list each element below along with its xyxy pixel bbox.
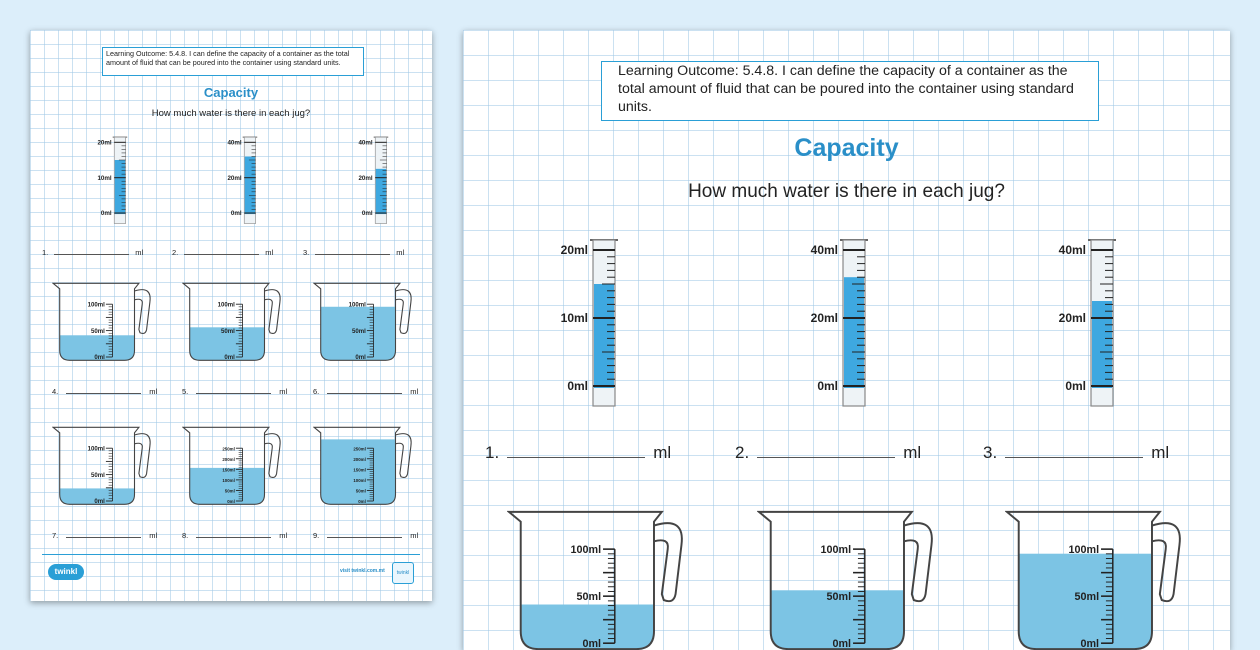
- jug-scale-label: 100ml: [570, 544, 602, 557]
- answer-line[interactable]: [172, 248, 273, 257]
- question-text: How much water is there in each jug?: [151, 108, 311, 119]
- jug-handle: [265, 290, 281, 334]
- measuring-cylinder-1: [82, 134, 144, 228]
- answer-line[interactable]: [42, 248, 143, 257]
- jug-scale-label: 100ml: [1068, 544, 1100, 557]
- cylinder-scale-label: 0ml: [817, 379, 838, 393]
- answer-unit: ml: [135, 248, 144, 257]
- learning-outcome-box-large: [601, 61, 1099, 121]
- measuring-jug-1: [52, 280, 157, 363]
- measuring-cylinder-3: [1029, 234, 1149, 414]
- cylinder-scale-label: 0ml: [361, 210, 373, 218]
- cylinder-scale-label: 40ml: [227, 139, 242, 147]
- footer-url: visit twinkl.com.mt: [340, 568, 385, 574]
- jug-scale-label: 0ml: [358, 499, 366, 505]
- jug-scale-label: 50ml: [224, 488, 235, 494]
- answer-line[interactable]: [52, 387, 157, 396]
- question-text-large: How much water is there in each jug?: [688, 181, 1005, 202]
- answer-number: 1.: [485, 443, 500, 462]
- jug-scale-label: 0ml: [355, 355, 366, 362]
- answer-blank[interactable]: [327, 537, 402, 538]
- answer-number: 3.: [303, 248, 310, 257]
- answer-unit: ml: [149, 387, 158, 396]
- answer-unit: ml: [265, 248, 274, 257]
- answer-unit: ml: [396, 248, 405, 257]
- answer-line[interactable]: [303, 248, 404, 257]
- answer-blank[interactable]: [196, 537, 271, 538]
- jug-scale-label: 50ml: [221, 328, 235, 335]
- measuring-cylinder-2: [212, 134, 274, 228]
- answer-blank[interactable]: [66, 393, 141, 394]
- jug-scale-label: 200ml: [222, 456, 235, 462]
- answer-line[interactable]: [52, 531, 157, 540]
- cylinder-scale-label: 0ml: [230, 210, 242, 218]
- jug-scale-label: 100ml: [348, 302, 366, 309]
- jug-scale-label: 100ml: [353, 478, 366, 484]
- footer-badge: twinkl: [392, 562, 414, 584]
- jug-scale-label: 50ml: [576, 591, 602, 604]
- jug-scale-label: 0ml: [832, 638, 852, 650]
- jug-scale-label: 0ml: [94, 355, 105, 362]
- answer-unit: ml: [279, 531, 288, 540]
- measuring-jug-2: [757, 506, 943, 650]
- jug-scale-label: 250ml: [222, 446, 235, 452]
- measuring-cylinder-2: [781, 234, 901, 414]
- answer-number: 9.: [313, 531, 320, 540]
- answer-unit: ml: [279, 387, 288, 396]
- worksheet-preview: [30, 30, 432, 601]
- jug-handle: [396, 434, 412, 478]
- cylinder-scale-label: 20ml: [227, 174, 242, 182]
- jug-handle: [1152, 523, 1180, 601]
- cylinder-water: [245, 156, 255, 214]
- answer-line[interactable]: [313, 387, 418, 396]
- jug-scale-label: 100ml: [217, 302, 235, 309]
- answer-number: 2.: [172, 248, 179, 257]
- jug-scale-label: 100ml: [87, 446, 105, 453]
- jug-handle: [654, 523, 682, 601]
- jug-scale-label: 50ml: [1074, 591, 1100, 604]
- jug-scale-label: 100ml: [222, 478, 235, 484]
- answer-blank[interactable]: [54, 254, 129, 255]
- measuring-jug-5: [182, 424, 287, 507]
- jug-scale-label: 0ml: [1080, 638, 1100, 650]
- jug-scale-label: 0ml: [224, 355, 235, 362]
- answer-number: 2.: [735, 443, 750, 462]
- measuring-jug-2: [182, 280, 287, 363]
- jug-scale-label: 100ml: [87, 302, 105, 309]
- jug-scale-label: 50ml: [91, 472, 105, 479]
- cylinder-water: [1092, 301, 1112, 388]
- cylinder-scale-label: 10ml: [97, 174, 112, 182]
- cylinder-water: [844, 277, 864, 388]
- measuring-cylinder-3: [343, 134, 405, 228]
- measuring-jug-4: [52, 424, 157, 507]
- jug-scale-label: 200ml: [353, 456, 366, 462]
- answer-blank[interactable]: [196, 393, 271, 394]
- answer-number: 7.: [52, 531, 59, 540]
- jug-handle: [135, 290, 151, 334]
- measuring-jug-6: [313, 424, 418, 507]
- answer-number: 1.: [42, 248, 49, 257]
- measuring-jug-3: [313, 280, 418, 363]
- answer-number: 8.: [182, 531, 189, 540]
- jug-scale-label: 0ml: [227, 499, 235, 505]
- answer-line[interactable]: [485, 443, 671, 463]
- answer-blank[interactable]: [184, 254, 259, 255]
- page-title: Capacity: [203, 85, 259, 100]
- jug-scale-label: 250ml: [353, 446, 366, 452]
- jug-scale-label: 150ml: [222, 467, 235, 473]
- answer-unit: ml: [410, 531, 419, 540]
- cylinder-scale-label: 0ml: [100, 210, 112, 218]
- cylinder-scale-label: 40ml: [358, 139, 373, 147]
- jug-scale-label: 100ml: [820, 544, 852, 557]
- jug-scale-label: 50ml: [91, 328, 105, 335]
- answer-line[interactable]: [182, 531, 287, 540]
- answer-line[interactable]: [182, 387, 287, 396]
- jug-scale-label: 0ml: [582, 638, 602, 650]
- cylinder-scale-label: 20ml: [97, 139, 112, 147]
- measuring-jug-3: [1005, 506, 1191, 650]
- cylinder-scale-label: 20ml: [1058, 311, 1086, 325]
- jug-scale-label: 150ml: [353, 467, 366, 473]
- answer-unit: ml: [903, 443, 922, 462]
- cylinder-scale-label: 0ml: [1065, 379, 1086, 393]
- jug-scale-label: 50ml: [352, 328, 366, 335]
- answer-number: 4.: [52, 387, 59, 396]
- jug-handle: [265, 434, 281, 478]
- answer-number: 6.: [313, 387, 320, 396]
- learning-outcome-box: [102, 47, 364, 76]
- measuring-jug-1: [507, 506, 693, 650]
- cylinder-scale-label: 40ml: [1058, 243, 1086, 257]
- footer-divider: [42, 554, 420, 555]
- jug-scale-label: 50ml: [355, 488, 366, 494]
- cylinder-scale-label: 20ml: [810, 311, 838, 325]
- answer-line[interactable]: [735, 443, 921, 463]
- answer-number: 3.: [983, 443, 998, 462]
- jug-scale-label: 50ml: [826, 591, 852, 604]
- cylinder-scale-label: 0ml: [567, 379, 588, 393]
- page-title-large: Capacity: [794, 134, 899, 162]
- answer-unit: ml: [653, 443, 672, 462]
- jug-handle: [904, 523, 932, 601]
- answer-unit: ml: [1151, 443, 1170, 462]
- answer-number: 5.: [182, 387, 189, 396]
- jug-scale-label: 0ml: [94, 499, 105, 506]
- cylinder-scale-label: 40ml: [810, 243, 838, 257]
- learning-outcome-text-large: Learning Outcome: 5.4.8. I can define the capacity of a container as the total amount of fluid that can be poured into the container using standard units.: [618, 63, 1074, 115]
- answer-blank[interactable]: [507, 457, 645, 458]
- answer-unit: ml: [410, 387, 419, 396]
- cylinder-scale-label: 10ml: [560, 311, 588, 325]
- answer-blank[interactable]: [757, 457, 895, 458]
- answer-blank[interactable]: [1005, 457, 1143, 458]
- cylinder-scale-label: 20ml: [560, 243, 588, 257]
- cylinder-water: [376, 169, 386, 214]
- answer-line[interactable]: [313, 531, 418, 540]
- measuring-cylinder-1: [531, 234, 651, 414]
- answer-blank[interactable]: [66, 537, 141, 538]
- answer-blank[interactable]: [315, 254, 390, 255]
- answer-line[interactable]: [983, 443, 1169, 463]
- cylinder-scale-label: 20ml: [358, 174, 373, 182]
- jug-handle: [396, 290, 412, 334]
- learning-outcome-text: Learning Outcome: 5.4.8. I can define the capacity of a container as the total amount of fluid that can be poured into the container using standard units.: [106, 49, 350, 67]
- answer-blank[interactable]: [327, 393, 402, 394]
- answer-unit: ml: [149, 531, 158, 540]
- twinkl-logo: twinkl: [48, 564, 84, 580]
- jug-handle: [135, 434, 151, 478]
- worksheet-zoomed: [463, 30, 1230, 650]
